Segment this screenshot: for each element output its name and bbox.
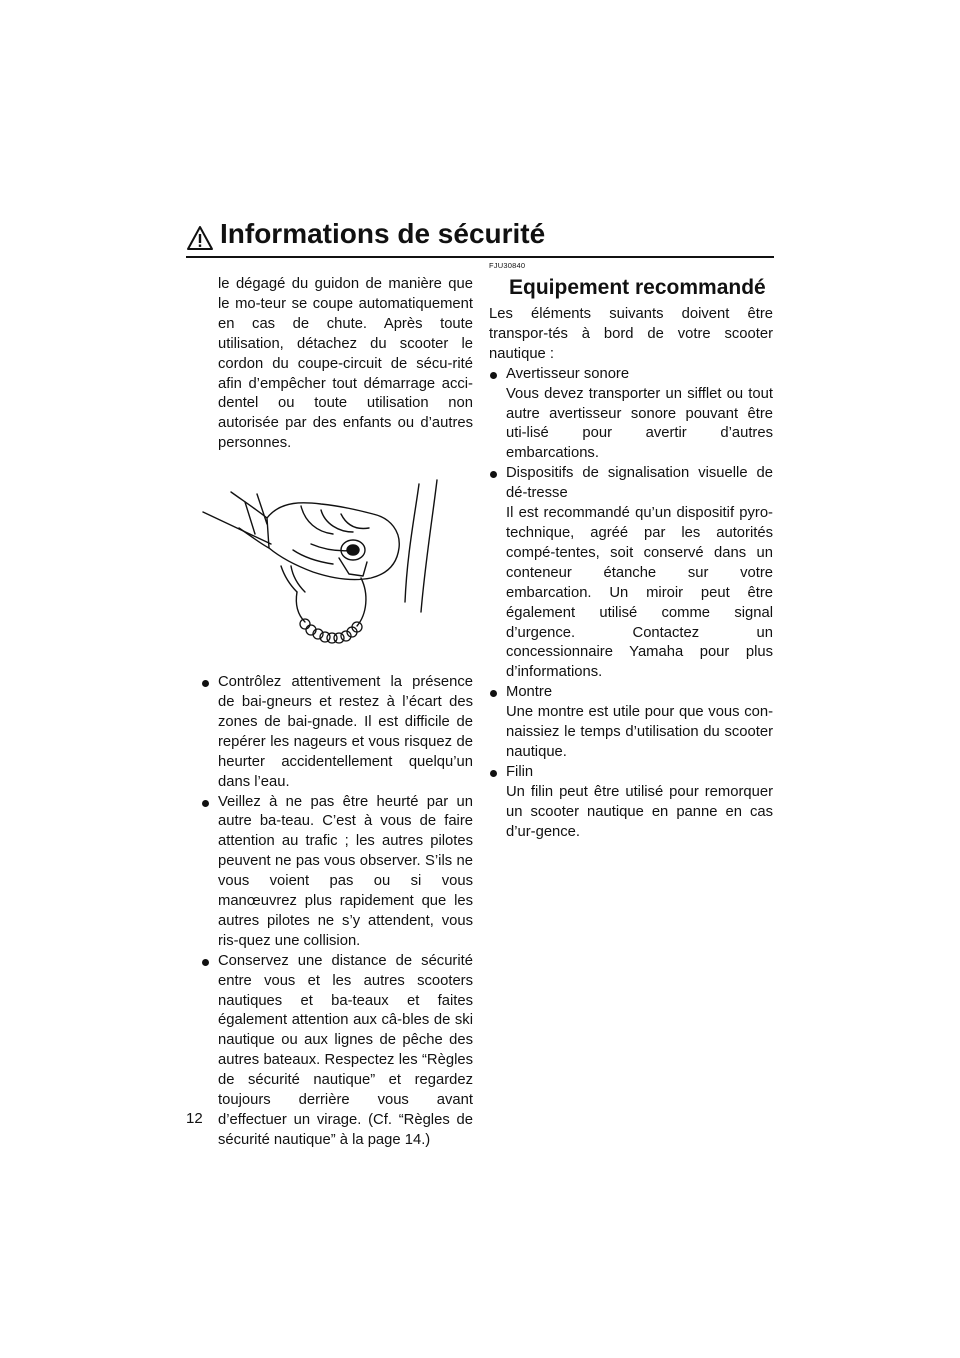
section-heading: Equipement recommandé <box>509 276 766 299</box>
section-code: FJU30840 <box>489 261 526 270</box>
right-column <box>489 261 773 842</box>
list-item <box>489 464 773 683</box>
list-item <box>489 683 773 763</box>
list-item: Veillez à ne pas être heurté par un autre ba-teau. C’est à vous de faire attention au trafic ; les autres pilotes peuvent ne pas vous observer. S’ils ne vous voient pas ou si vous manœuvrez plus rapidement que les autres pilotes ne s’y attendent, vous ris-quez une collision. <box>201 793 473 952</box>
item-text: Il est recommandé qu’un dispositif pyro-technique, agréé par les autorités compé-tentes, soit conservé dans un conteneur étanche sur votre embarcation. Un miroir peut être également utilisé comme signal d’urgence. Contactez un concessionnaire Yamaha pour plus d’informations. <box>506 505 773 681</box>
item-title: Filin <box>506 763 534 780</box>
page-number: 12 <box>186 1110 203 1127</box>
item-text: Une montre est utile pour que vous con-naissiez le temps d’utilisation du scooter nautique. <box>506 704 773 760</box>
page-header <box>186 218 774 258</box>
hand-lanyard-illustration <box>201 474 473 656</box>
bullet-icon <box>490 770 497 777</box>
warning-triangle-icon <box>186 225 214 251</box>
continuation-paragraph: le dégagé du guidon de manière que le mo-teur se coupe automatiquement en cas de chute. Après toute utilisation, détachez du scooter le cordon du coupe-circuit de sécu-rité afin d’empêcher tout démarrage acci-dentel ou toute utilisation non autorisée par des enfants ou d’autres personnes. <box>218 276 473 452</box>
bullet-icon <box>202 959 209 966</box>
item-text: Vous devez transporter un sifflet ou tout autre avertisseur sonore pouvant être uti-lisé pour avertir d’autres embarcations. <box>506 385 773 462</box>
item-title: Avertisseur sonore <box>506 365 630 382</box>
item-title: Dispositifs de signalisation visuelle de dé-tresse <box>506 465 773 502</box>
list-item <box>489 365 773 465</box>
intro-paragraph: Les éléments suivants doivent être transpor-tés à bord de votre scooter nautique : <box>489 306 773 362</box>
bullet-icon <box>490 372 497 379</box>
bullet-icon <box>490 690 497 697</box>
bullet-icon <box>202 680 209 687</box>
left-column <box>201 275 473 1151</box>
page-title: Informations de sécurité <box>220 218 546 249</box>
bullet-icon <box>490 471 497 478</box>
item-text: Un filin peut être utilisé pour remorquer un scooter nautique en panne en cas d’ur-gence. <box>506 783 773 840</box>
list-item: Conservez une distance de sécurité entre vous et les autres scooters nautiques et ba-teaux et faites également attention aux câ-bles de ski nautique ou aux lignes de pêche des autres bateaux. Respectez les “Règles de sécurité nautique” et regardez toujours derrière vous avant d’effectuer un virage. (Cf. “Règles de sécurité nautique” à la page 14.) <box>201 952 473 1151</box>
list-item <box>489 763 773 843</box>
bullet-icon <box>202 800 209 807</box>
list-item: Contrôlez attentivement la présence de bai-gneurs et restez à l’écart des zones de bai-gnade. Il est difficile de repérer les nageurs et vous risquez de heurter accidentellement quelqu’un dans l’eau. <box>201 673 473 792</box>
item-title: Montre <box>506 684 553 701</box>
